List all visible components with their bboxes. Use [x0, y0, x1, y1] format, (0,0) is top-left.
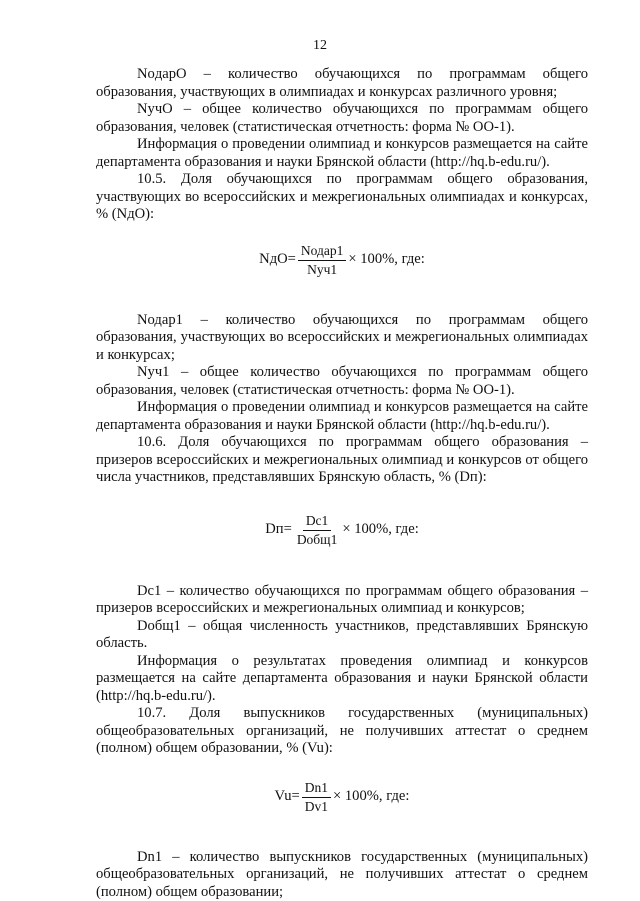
paragraph-results-site: Информация о результатах проведения олимпиад и конкурсов размещается на сайте департамента образования и науки Брянской области (http://hq.b-edu.ru/).: [96, 653, 588, 706]
formula-denominator: Dv1: [302, 798, 331, 815]
paragraph-nodar1-definition: Nодар1 – количество обучающихся по программам общего образования, участвующих во всероссийских и межрегиональных олимпиадах и конкурсах;: [96, 312, 588, 365]
paragraph-nucho-definition: NучО – общее количество обучающихся по программам общего образования, человек (статистическая отчетность: форма № ОО-1).: [96, 101, 588, 136]
formula-denominator: Dобщ1: [294, 531, 341, 548]
formula-numerator: Nодар1: [298, 243, 346, 261]
formula-numerator: Dn1: [302, 780, 331, 798]
formula-lhs: Dп=: [265, 521, 292, 539]
formula-dp: [96, 513, 588, 548]
formula-lhs: NдО=: [259, 251, 296, 269]
paragraph-dobsh1-definition: Dобщ1 – общая численность участников, представлявших Брянскую область.: [96, 618, 588, 653]
formula-denominator: Nуч1: [304, 261, 340, 278]
paragraph-nuch1-definition: Nуч1 – общее количество обучающихся по программам общего образования, человек (статистическая отчетность: форма № ОО-1).: [96, 364, 588, 399]
formula-fraction: [298, 243, 346, 278]
formula-numerator: Dс1: [303, 513, 332, 531]
formula-rhs: × 100%, где:: [333, 788, 409, 806]
paragraph-10-7: 10.7. Доля выпускников государственных (муниципальных) общеобразовательных организаций, не получивших аттестат о среднем (полном) общем образовании, % (Vu):: [96, 705, 588, 758]
document-body: [96, 66, 588, 901]
paragraph-dc1-definition: Dс1 – количество обучающихся по программам общего образования – призеров всероссийских и межрегиональных олимпиад и конкурсов;: [96, 583, 588, 618]
formula-fraction: [302, 780, 331, 815]
paragraph-info-site: Информация о проведении олимпиад и конкурсов размещается на сайте департамента образования и науки Брянской области (http://hq.b-edu.ru/).: [96, 399, 588, 434]
formula-rhs: × 100%, где:: [348, 251, 424, 269]
paragraph-dn1-definition: Dn1 – количество выпускников государственных (муниципальных) общеобразовательных организаций, не получивших аттестат о среднем (полном) общем образовании;: [96, 849, 588, 901]
formula-vu: [96, 780, 588, 815]
paragraph-10-6: 10.6. Доля обучающихся по программам общего образования – призеров всероссийских и межрегиональных олимпиад и конкурсов от общего числа участников, представлявших Брянскую область, % (Dп):: [96, 434, 588, 487]
paragraph-nodaro-definition: NoдарО – количество обучающихся по программам общего образования, участвующих в олимпиадах и конкурсах различного уровня;: [96, 66, 588, 101]
formula-ndo: [96, 243, 588, 278]
paragraph-10-5: 10.5. Доля обучающихся по программам общего образования, участвующих во всероссийских и межрегиональных олимпиадах и конкурсах, % (NдО):: [96, 171, 588, 224]
formula-fraction: [294, 513, 341, 548]
paragraph-info-site: Информация о проведении олимпиад и конкурсов размещается на сайте департамента образования и науки Брянской области (http://hq.b-edu.ru/).: [96, 136, 588, 171]
page-number: 12: [0, 38, 640, 54]
formula-rhs: × 100%, где:: [342, 521, 418, 539]
formula-lhs: Vu=: [275, 788, 300, 806]
